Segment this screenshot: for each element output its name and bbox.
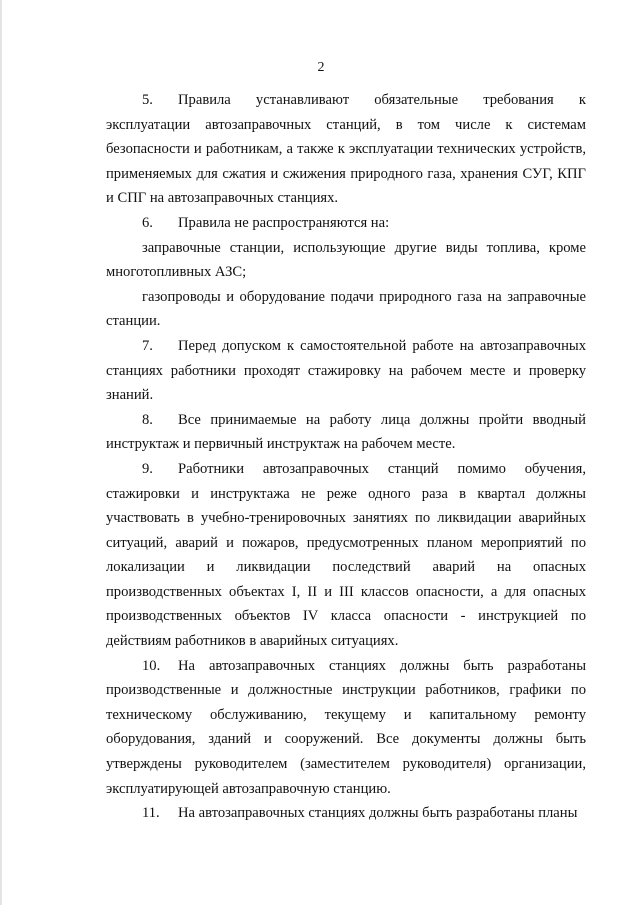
paragraph-text: На автозаправочных станциях должны быть разработаны планы	[178, 805, 578, 822]
paragraph-number: 6.	[142, 214, 153, 231]
paragraph-6-item-2	[106, 285, 586, 334]
paragraph-text: Правила устанавливают обязательные требования к эксплуатации автозаправочных станций, в том числе к системам безопасности и работникам, а также к эксплуатации технических устройств, применяемых для сжатия и сжижения природного газа, хранения СУГ, КПГ и СПГ на автозаправочных станциях.	[106, 92, 586, 207]
paragraph-number: 7.	[142, 337, 153, 354]
paragraph-7	[106, 334, 586, 408]
paragraph-text: Работники автозаправочных станций помимо обучения, стажировки и инструктажа не реже одного раза в квартал должны участвовать в учебно-тренировочных занятиях по ликвидации аварийных ситуаций, аварий и пожаров, предусмотренных планом мероприятий по локализации и ликвидации последствий аварий на опасных производственных объектах I, II и III классов опасности, а для опасных производственных объектов IV класса опасности - инструкцией по действиям работников в аварийных ситуациях.	[106, 460, 586, 650]
paragraph-8	[106, 408, 586, 457]
paragraph-10	[106, 654, 586, 802]
paragraph-9	[106, 457, 586, 654]
paragraph-number: 5.	[142, 92, 153, 108]
paragraph-6	[106, 211, 586, 236]
paragraph-6-item-1	[106, 236, 586, 285]
paragraph-text: На автозаправочных станциях должны быть разработаны производственные и должностные инструкции работников, графики по техническому обслуживанию, текущему и капитальному ремонту оборудования, зданий и сооружений. Все документы должны быть утверждены руководителем (заместителем руководителя) организации, эксплуатирующей автозаправочную станцию.	[106, 657, 586, 797]
paragraph-11	[106, 801, 586, 826]
paragraph-number: 10.	[142, 657, 161, 674]
paragraph-number: 8.	[142, 411, 153, 428]
paragraph-number: 11.	[142, 805, 160, 822]
document-body	[106, 88, 586, 826]
page-number: 2	[317, 60, 325, 75]
paragraph-text: газопроводы и оборудование подачи природного газа на заправочные станции.	[106, 288, 586, 330]
paragraph-text: Все принимаемые на работу лица должны пройти вводный инструктаж и первичный инструктаж на рабочем месте.	[106, 411, 586, 453]
paragraph-number: 9.	[142, 460, 153, 477]
paragraph-text: заправочные станции, использующие другие виды топлива, кроме многотопливных АЗС;	[106, 239, 586, 281]
paragraph-text: Перед допуском к самостоятельной работе на автозаправочных станциях работники проходят стажировку на рабочем месте и проверку знаний.	[106, 337, 586, 404]
paragraph-text: Правила не распространяются на:	[178, 214, 390, 231]
paragraph-5	[106, 88, 586, 211]
